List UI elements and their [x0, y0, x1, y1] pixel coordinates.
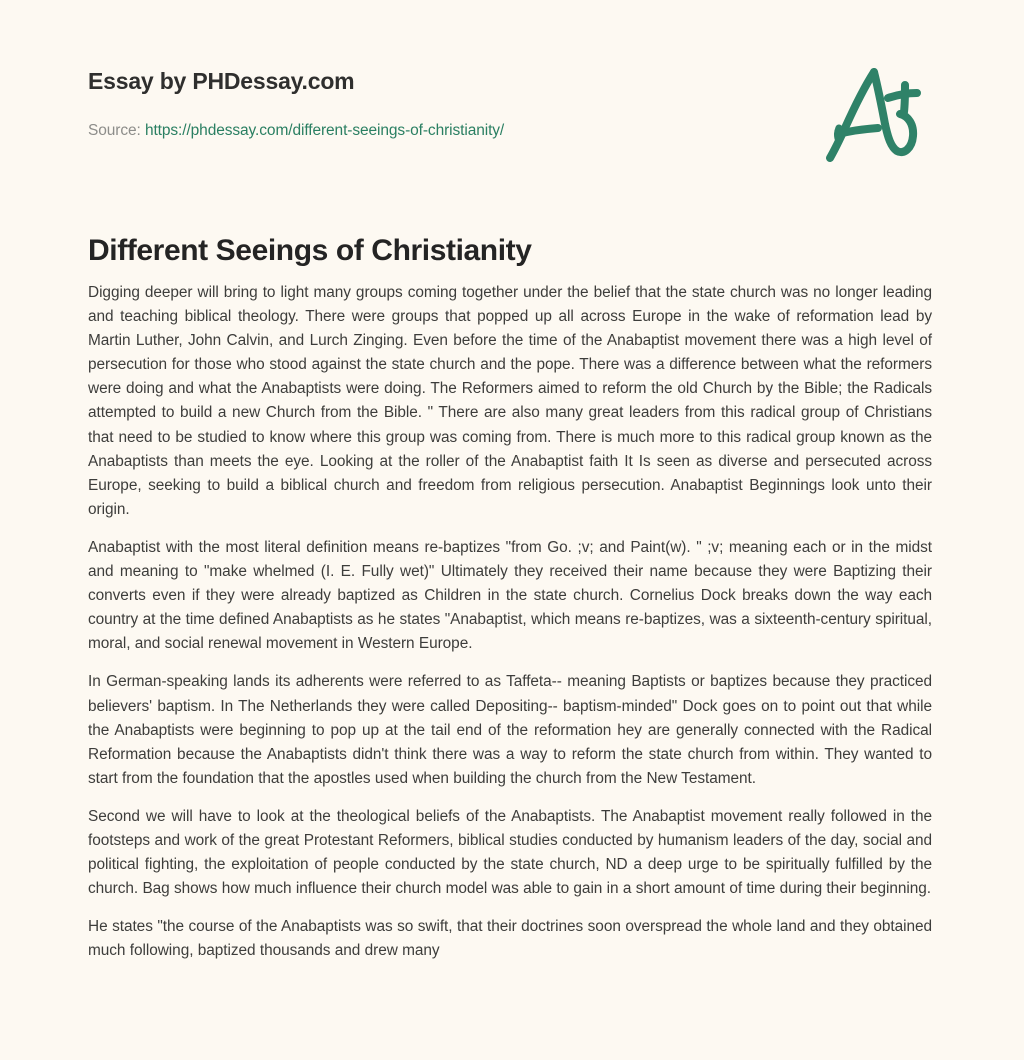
paragraph: Second we will have to look at the theological beliefs of the Anabaptists. The Anabaptist movement really followed in the footsteps and work of the great Protestant Reformers, biblical studies conducted by humanism leaders of the day, social and political fighting, the exploitation of people conducted by the state church, ND a deep urge to be spiritually fulfilled by the church. Bag shows how much influence their church model was able to gain in a short amount of time during their beginning. — [88, 807, 932, 898]
essay-body — [88, 281, 932, 963]
paragraph: In German-speaking lands its adherents were referred to as Taffeta-- meaning Baptists or baptizes because they practiced believers' baptism. In The Netherlands they were called Depositing-- baptism-minded" Dock goes on to point out that while the Anabaptists were beginning to pop up at the tail end of the reformation hey are generally connected with the Radical Reformation because the Anabaptists didn't think there was a way to reform the state church from within. They wanted to start from the foundation that the apostles used when building the church from the New Testament. — [88, 673, 932, 787]
paragraph: He states "the course of the Anabaptists was so swift, that their doctrines soon overspread the whole land and they obtained much following, baptized thousands and drew many — [88, 918, 932, 960]
paragraph: Anabaptist with the most literal definition means re-baptizes "from Go. ;v; and Paint(w). " ;v; meaning each or in the midst and meaning to "make whelmed (I. E. Fully wet)" Ultimately they received their name because they were Baptizing their converts even if they were already baptized as Children in the state church. Cornelius Dock breaks down the way each country at the time defined Anabaptists as he states "Anabaptist, which means re-baptizes, was a sixteenth-century spiritual, moral, and social renewal movement in Western Europe. — [88, 538, 932, 653]
a-plus-logo[interactable] — [812, 58, 928, 170]
source-url-link[interactable]: https://phdessay.com/different-seeings-of-christianity/ — [144, 122, 505, 139]
paragraph: Digging deeper will bring to light many groups coming together under the belief that the state church was no longer leading and teaching biblical theology. There were groups that popped up all across Europe in the wake of reformation lead by Martin Luther, John Calvin, and Lurch Zinging. Even before the time of the Anabaptist movement there was a high level of persecution for those who stood against the state church and the pope. There was a difference between what the reformers were doing and what the Anabaptists were doing. The Reformers aimed to reform the old Church by the Bible; the Radicals attempted to build a new Church from the Bible. " There are also many great leaders from this radical group of Christians that need to be studied to know where this group was coming from. There is much more to this radical group known as the Anabaptists than meets the eye. Looking at the roller of the Anabaptist faith It Is seen as diverse and persecuted across Europe, seeking to build a biblical church and freedom from religious persecution. Anabaptist Beginnings look unto their origin. — [88, 284, 932, 518]
source-line — [88, 122, 504, 140]
brand-line: Essay by PHDessay.com — [88, 68, 355, 94]
source-label: Source: — [88, 122, 141, 139]
page-header — [0, 0, 1024, 190]
page-title: Different Seeings of Christianity — [88, 234, 532, 268]
